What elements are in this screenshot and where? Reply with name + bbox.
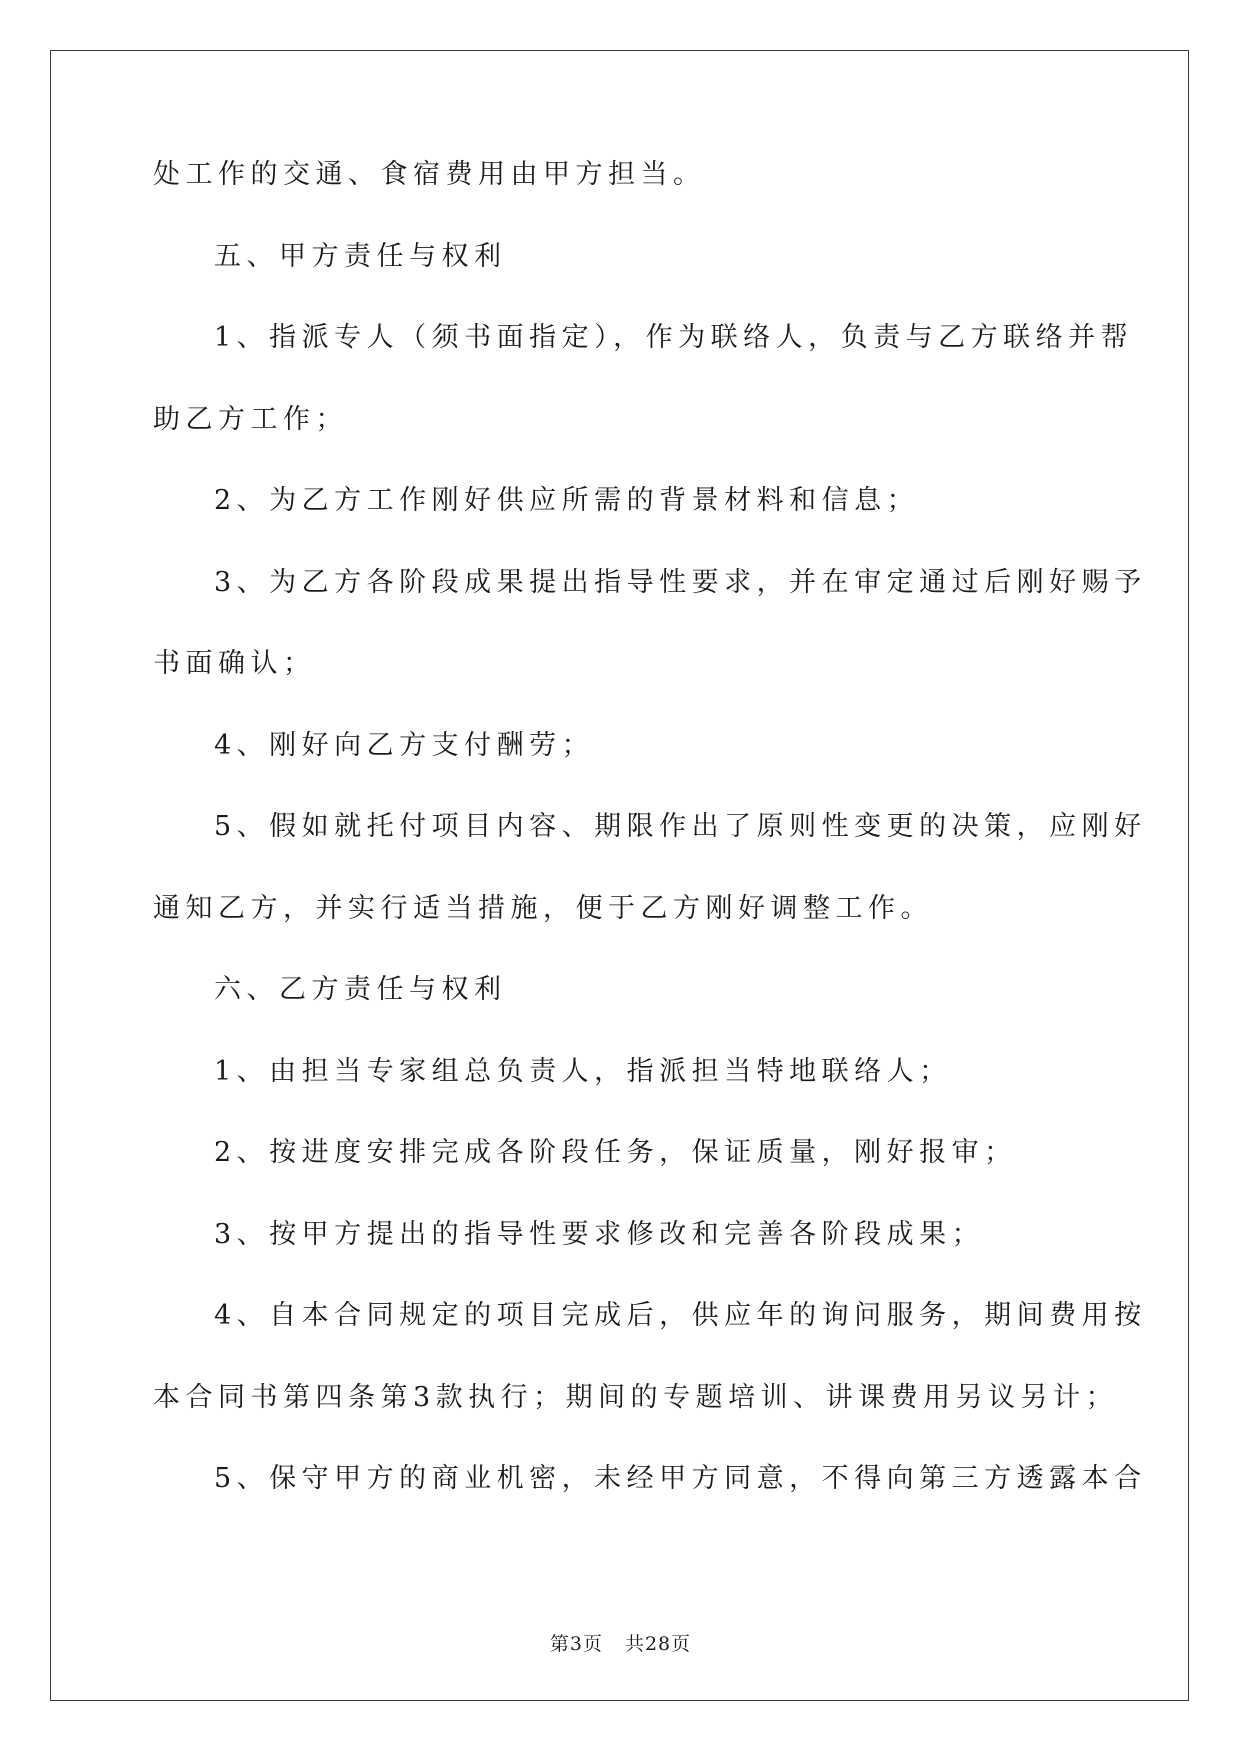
text-line-16: 本合同书第四条第3款执行；期间的专题培训、讲课费用另议另计； (153, 1381, 1119, 1413)
text-line-1: 处工作的交通、食宿费用由甲方担当。 (153, 159, 706, 190)
document-body (153, 159, 1147, 1546)
section-heading-party-a: 五、甲方责任与权利 (214, 240, 507, 272)
text-line-5: 2、为乙方工作刚好供应所需的背景材料和信息； (214, 485, 920, 516)
text-line-6: 3、为乙方各阶段成果提出指导性要求，并在审定通过后刚好赐予 (214, 566, 1147, 598)
section-heading-party-b: 六、乙方责任与权利 (214, 974, 507, 1005)
text-line-17: 5、保守甲方的商业机密，未经甲方同意，不得向第三方透露本合 (214, 1463, 1147, 1494)
text-line-7: 书面确认； (153, 648, 316, 679)
text-line-4: 助乙方工作； (153, 403, 348, 435)
page-footer (0, 1629, 1241, 1656)
text-line-12: 1、由担当专家组总负责人，指派担当特地联络人； (214, 1055, 952, 1087)
text-line-10: 通知乙方，并实行适当措施，便于乙方刚好调整工作。 (153, 892, 933, 924)
text-line-9: 5、假如就托付项目内容、期限作出了原则性变更的决策，应刚好 (214, 811, 1147, 842)
text-line-8: 4、刚好向乙方支付酬劳； (214, 729, 595, 761)
text-line-13: 2、按进度安排完成各阶段任务，保证质量，刚好报审； (214, 1137, 1017, 1168)
total-pages-label: 共28页 (624, 1633, 692, 1655)
text-line-15: 4、自本合同规定的项目完成后，供应年的询问服务，期间费用按 (214, 1300, 1147, 1331)
text-line-3: 1、指派专人（须书面指定），作为联络人，负责与乙方联络并帮 (214, 322, 1134, 353)
text-line-14: 3、按甲方提出的指导性要求修改和完善各阶段成果； (214, 1218, 985, 1250)
current-page-label: 第3页 (549, 1633, 603, 1655)
